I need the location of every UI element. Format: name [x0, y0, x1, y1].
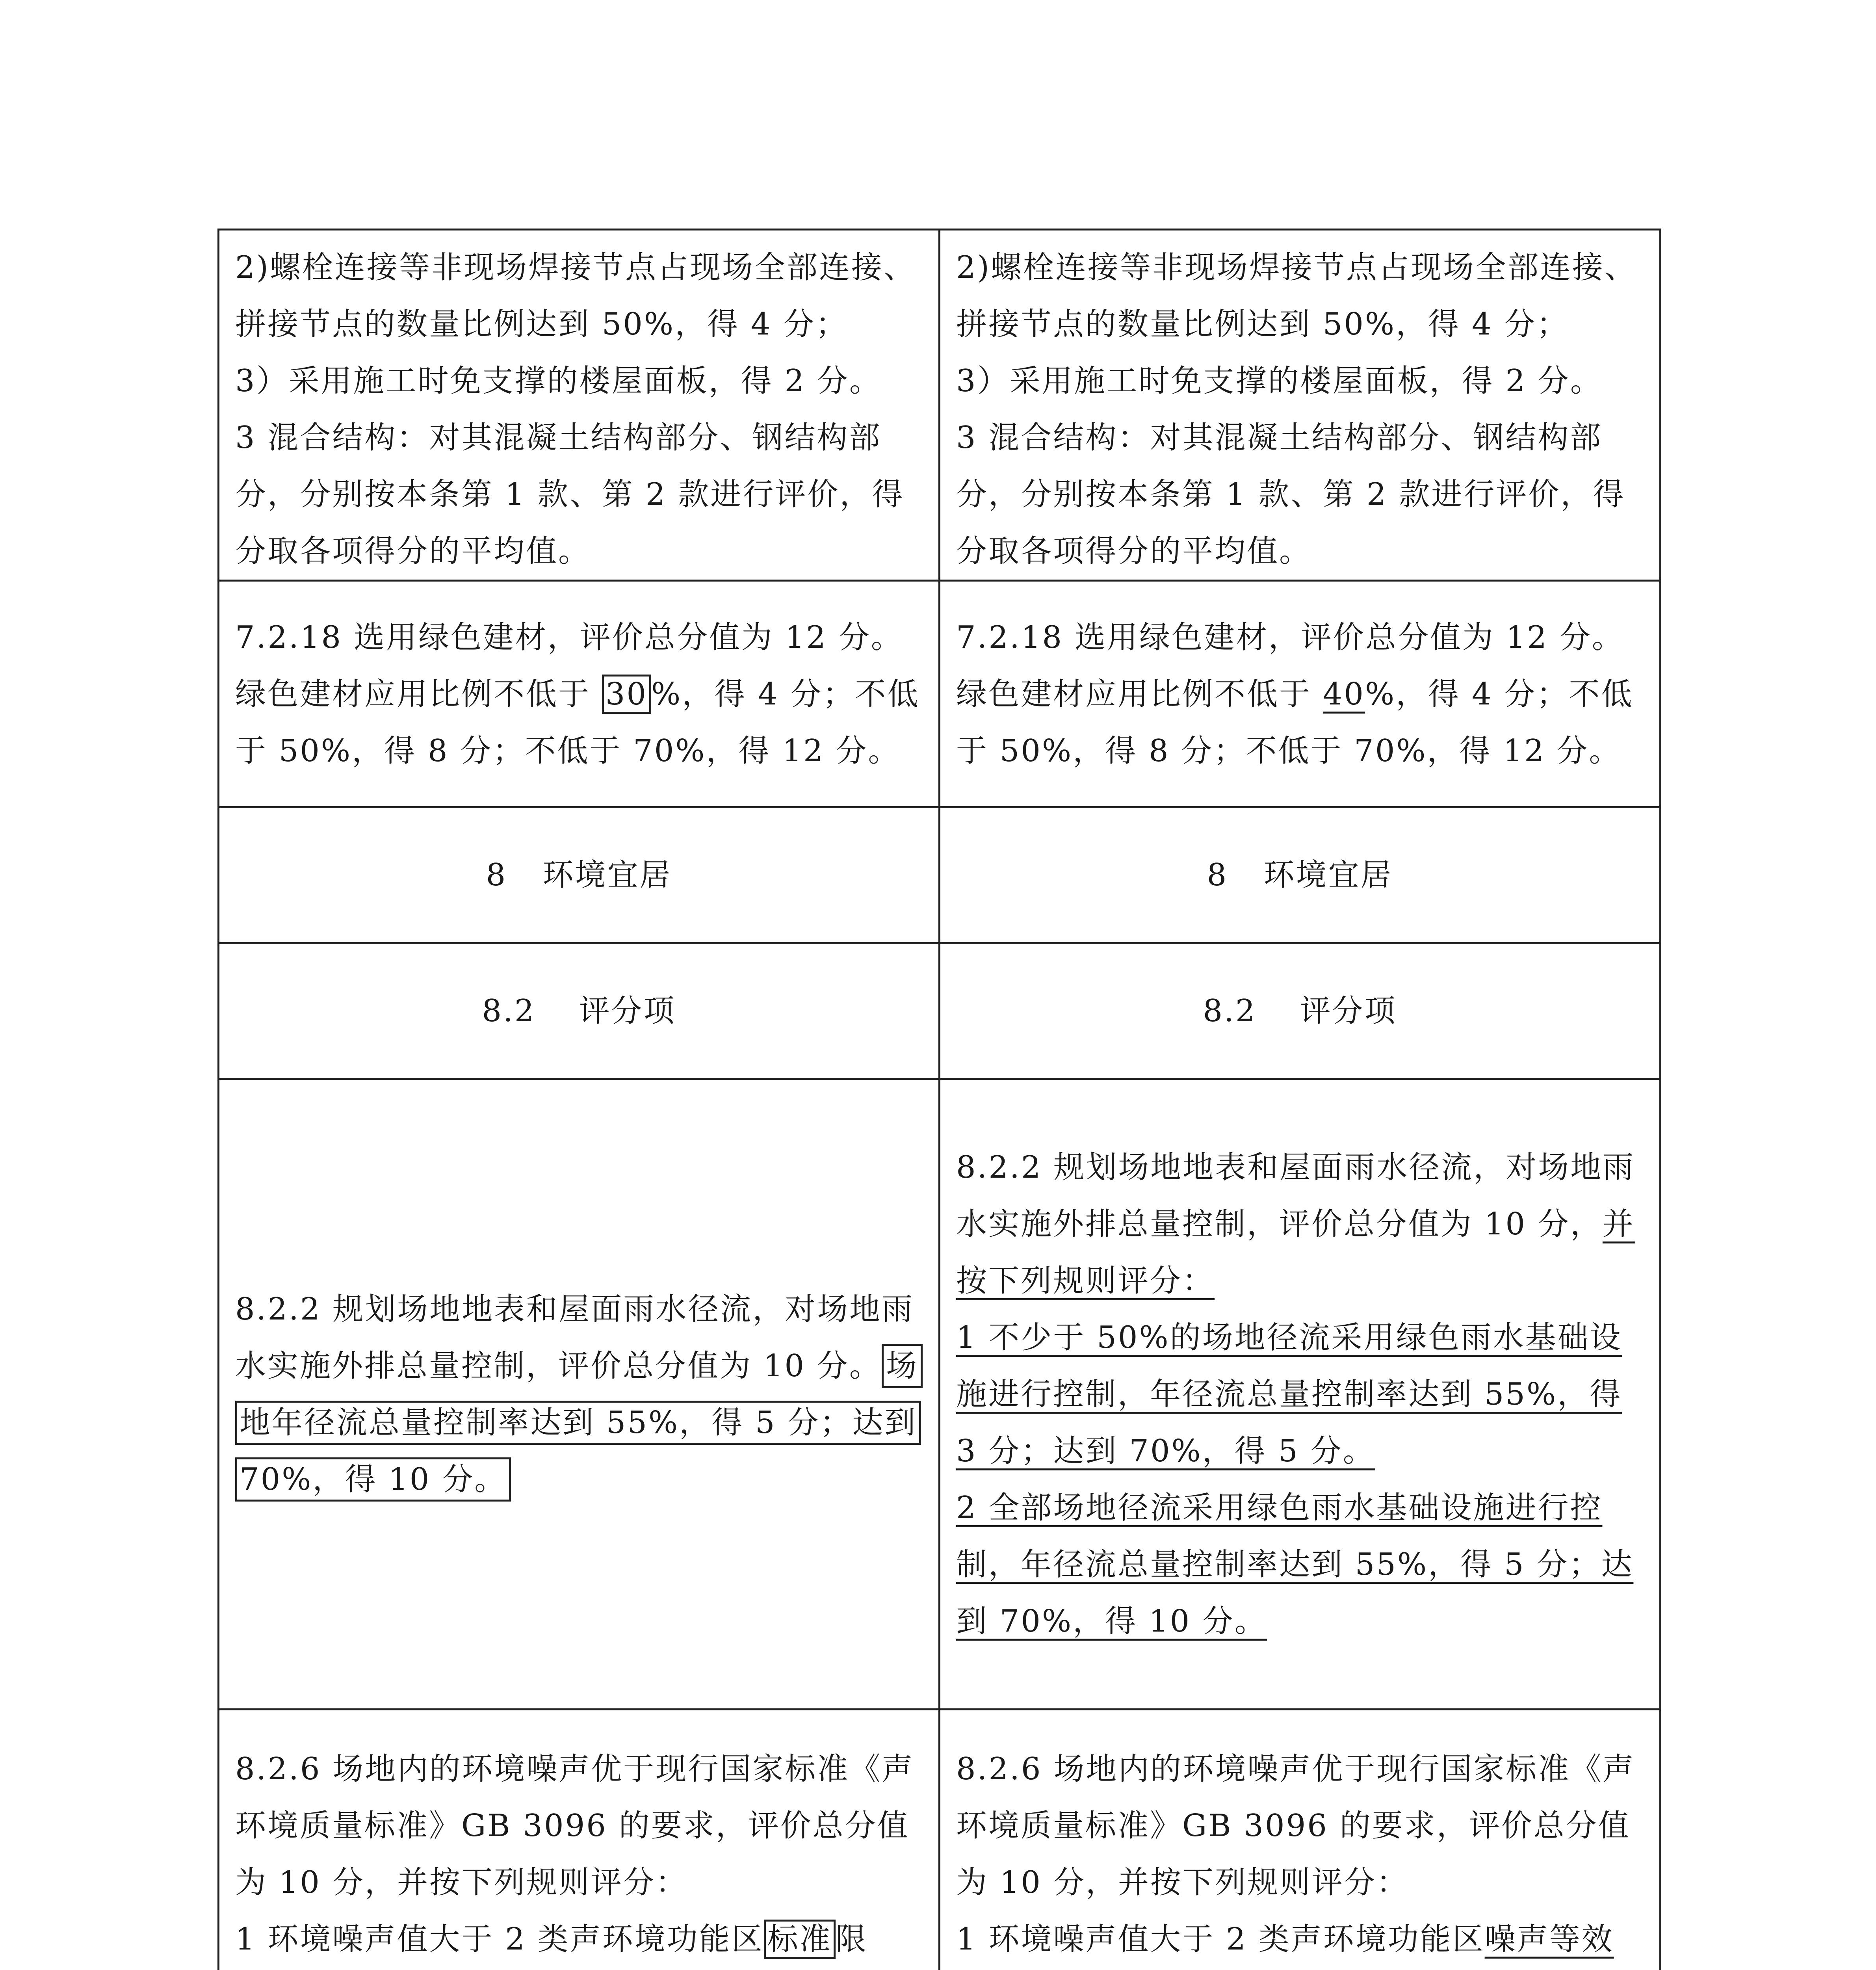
paragraph: 3）采用施工时免支撑的楼屋面板，得 2 分。	[956, 363, 1603, 399]
subsection-heading: 8.2 评分项	[940, 943, 1661, 1079]
paragraph: 7.2.18 选用绿色建材，评价总分值为 12 分。绿色建材应用比例不低于 40%，得 4 分；不低于 50%，得 8 分；不低于 70%，得 12 分。	[956, 620, 1634, 769]
subsection-heading: 8.2 评分项	[219, 943, 940, 1079]
table-row	[219, 230, 1661, 581]
cell-revised	[940, 230, 1661, 581]
paragraph: 1 环境噪声值大于 2 类声环境功能区 标准 限	[235, 1911, 923, 1970]
paragraph: 2)螺栓连接等非现场焊接节点占现场全部连接、拼接节点的数量比例达到 50%，得 4 分；	[235, 250, 916, 342]
paragraph: 1 环境噪声值大于 2 类声环境功能区噪声等效	[956, 1911, 1644, 1970]
cell-original	[219, 1710, 940, 1970]
paragraph: 3）采用施工时免支撑的楼屋面板，得 2 分。	[235, 363, 882, 399]
cell-revised	[940, 1079, 1661, 1710]
inserted-text: 噪声等效	[1484, 1921, 1614, 1957]
inserted-text: 并按下列规则评分：	[956, 1206, 1635, 1299]
cell-original	[219, 1079, 940, 1710]
deleted-text-box: 30	[602, 675, 651, 714]
paragraph: 8.2.6 场地内的环境噪声优于现行国家标准《声环境质量标准》GB 3096 的要求，评价总分值为 10 分，并按下列规则评分：	[235, 1751, 914, 1900]
paragraph: 7.2.18 选用绿色建材，评价总分值为 12 分。绿色建材应用比例不低于 30 %，得 4 分；不低于 50%，得 8 分；不低于 70%，得 12 分。	[235, 620, 920, 769]
paragraph: 3 混合结构：对其混凝土结构部分、钢结构部分，分别按本条第 1 款、第 2 款进行评价，得分取各项得分的平均值。	[235, 420, 905, 569]
cell-revised	[940, 581, 1661, 807]
table-row	[219, 943, 1661, 1079]
paragraph: 8.2.2 规划场地地表和屋面雨水径流，对场地雨水实施外排总量控制，评价总分值为 10 分，并按下列规则评分：	[956, 1149, 1635, 1299]
deleted-text-box: 标准	[764, 1920, 836, 1959]
deleted-text-box: 场地年径流总量控制率达到 55%，得 5 分；达到 70%，得 10 分。	[235, 1344, 923, 1502]
paragraph: 2)螺栓连接等非现场焊接节点占现场全部连接、拼接节点的数量比例达到 50%，得 4 分；	[956, 250, 1637, 342]
comparison-table	[217, 229, 1661, 1970]
paragraph: 8.2.6 场地内的环境噪声优于现行国家标准《声环境质量标准》GB 3096 的要求，评价总分值为 10 分，并按下列规则评分：	[956, 1751, 1635, 1900]
paragraph: 3 混合结构：对其混凝土结构部分、钢结构部分，分别按本条第 1 款、第 2 款进行评价，得分取各项得分的平均值。	[956, 420, 1625, 569]
paragraph: 8.2.2 规划场地地表和屋面雨水径流，对场地雨水实施外排总量控制，评价总分值为 10 分。 场地年径流总量控制率达到 55%，得 5 分；达到 70%，得 10 分。	[235, 1281, 923, 1508]
inserted-paragraph: 1 不少于 50%的场地径流采用绿色雨水基础设施进行控制，年径流总量控制率达到 55%，得 3 分；达到 70%，得 5 分。	[956, 1320, 1622, 1469]
section-heading: 8 环境宜居	[219, 807, 940, 943]
inserted-text: 40	[1322, 676, 1365, 712]
section-heading: 8 环境宜居	[940, 807, 1661, 943]
inserted-paragraph: 2 全部场地径流采用绿色雨水基础设施进行控制，年径流总量控制率达到 55%，得 5 分；达到 70%，得 10 分。	[956, 1490, 1634, 1639]
cell-original	[219, 581, 940, 807]
table-row	[219, 807, 1661, 943]
table-row	[219, 1710, 1661, 1970]
table-row	[219, 1079, 1661, 1710]
cell-revised	[940, 1710, 1661, 1970]
cell-original	[219, 230, 940, 581]
table-row	[219, 581, 1661, 807]
